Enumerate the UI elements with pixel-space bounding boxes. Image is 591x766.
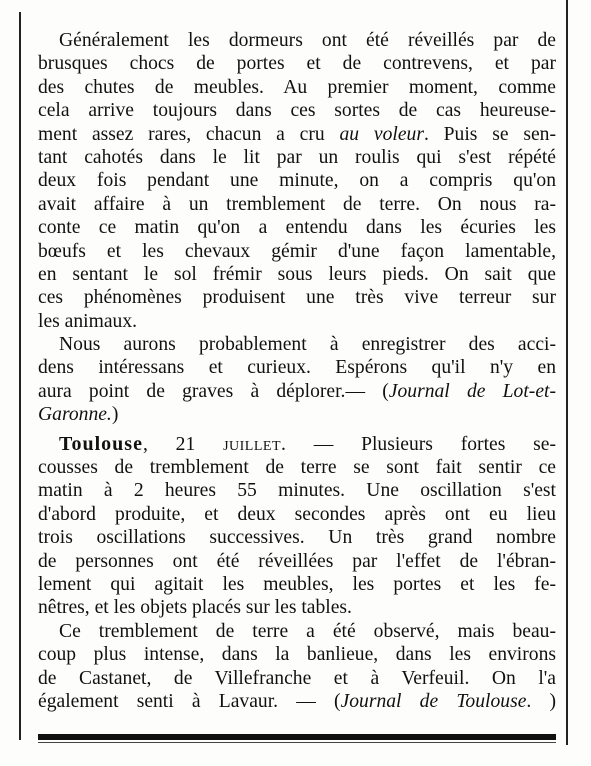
dateline-day: , 21 — [142, 433, 224, 455]
text-line: ces phénomènes produisent une très vive terreur sur — [38, 287, 556, 309]
text-line: cousses de tremblement de terre se sont fait sentir ce — [38, 457, 556, 479]
text-line: avait affaire à un tremblement de terre. On nous ra- — [38, 193, 556, 215]
text-line: Généralement les dormeurs ont été réveillés par de — [59, 30, 556, 51]
text-line: en sentant le sol frémir sous leurs pieds. On sait que — [38, 263, 556, 285]
text-segment: aura point de graves à déplorer.— ( — [38, 380, 389, 402]
text-segment: ) — [111, 404, 119, 426]
text-line: trois oscillations successives. Un très grand nombre — [38, 527, 556, 549]
text-line: de personnes ont été réveillées par l'effet de l'ébran- — [38, 550, 556, 572]
text-line: d'abord produite, et deux secondes après ont eu lieu — [38, 503, 556, 525]
text-line — [38, 403, 556, 426]
text-line — [38, 123, 556, 146]
text-segment: . Puis se sen- — [423, 123, 556, 145]
text-line: les animaux. — [38, 310, 138, 332]
text-segment: également senti à Lavaur. — ( — [38, 690, 341, 712]
text-line: Nous aurons probablement à enregistrer des acci- — [59, 334, 556, 356]
text-line: dens intéressans et curieux. Espérons qu'il n'y en — [38, 357, 556, 379]
text-line: cela arrive toujours dans ces sortes de cas heureuse- — [38, 100, 556, 122]
text-line — [38, 690, 556, 713]
source-citation: Journal de Toulouse — [340, 690, 527, 712]
right-column-rule — [566, 0, 568, 745]
article-column — [38, 29, 556, 713]
left-column-rule — [19, 12, 21, 740]
text-segment: . ) — [526, 690, 556, 712]
dateline-month: JUILLET — [223, 438, 281, 454]
text-line: de Castanet, de Villefranche et à Verfeuil. On l'a — [38, 667, 556, 689]
text-line: brusques chocs de portes et de contrevens, et par — [38, 53, 556, 75]
text-line: lement qui agitait les meubles, les portes et les fe- — [38, 573, 556, 595]
text-line: des chutes de meubles. Au premier moment, comme — [38, 76, 556, 98]
text-line: conte ce matin qu'on a entendu dans les écuries les — [38, 217, 556, 239]
text-line — [38, 433, 556, 456]
italic-phrase: au voleur — [339, 123, 424, 145]
text-line: Ce tremblement de terre a été observé, mais beau- — [59, 620, 556, 642]
text-line — [38, 380, 556, 403]
source-citation: Garonne. — [38, 404, 112, 426]
text-segment: ment assez rares, chacun a cru — [38, 123, 340, 145]
text-line: coup plus intense, dans la banlieue, dans les environs — [38, 644, 556, 666]
text-line: matin à 2 heures 55 minutes. Une oscillation s'est — [38, 480, 556, 502]
source-citation: Journal de Lot-et- — [388, 380, 556, 402]
text-line: nêtres, et les objets placés sur les tables. — [38, 597, 352, 619]
text-segment: . — Plusieurs fortes se- — [281, 433, 556, 455]
text-line: bœufs et les chevaux gémir d'une façon lamentable, — [38, 240, 556, 262]
text-line: deux fois pendant une minute, on a compris qu'on — [38, 170, 556, 192]
end-of-column-rule — [38, 734, 556, 740]
text-line: tant cahotés dans le lit par un roulis qui s'est répété — [38, 146, 556, 168]
dateline-place: Toulouse — [59, 432, 143, 455]
end-of-column-thin-rule — [38, 742, 556, 743]
